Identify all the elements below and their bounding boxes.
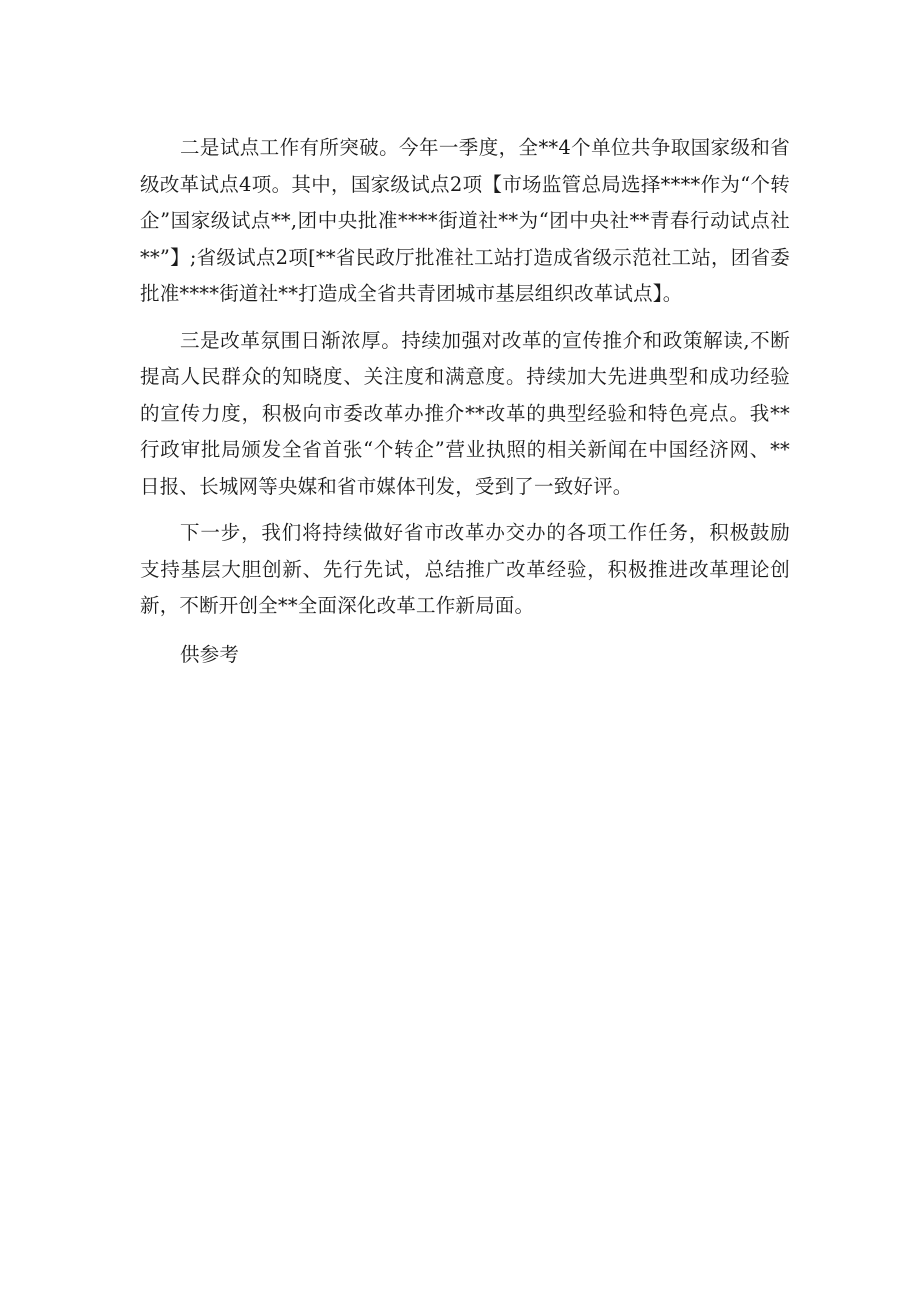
closing-note: 供参考 — [180, 642, 240, 666]
paragraph-reform-atmosphere: 三是改革氛围日渐浓厚。持续加强对改革的宣传推介和政策解读,不断提高人民群众的知晓度、关注度和满意度。持续加大先进典型和成功经验的宣传力度，积极向市委改革办推介**改革的典型经验和特色亮点。我**行政审批局颁发全省首张“个转企”营业执照的相关新闻在中国经济网、**日报、长城网等央媒和省市媒体刊发，受到了一致好评。 — [140, 328, 790, 498]
paragraph-next-steps: 下一步，我们将持续做好省市改革办交办的各项工作任务，积极鼓励支持基层大胆创新、先行先试，总结推广改革经验，积极推进改革理论创新，不断开创全**全面深化改革工作新局面。 — [140, 521, 790, 617]
document-body — [140, 130, 790, 683]
paragraph-pilot-breakthrough: 二是试点工作有所突破。今年一季度，全**4个单位共争取国家级和省级改革试点4项。其中，国家级试点2项【市场监管总局选择****作为“个转企”国家级试点**,团中央批准****街道社**为“团中央社**青春行动试点社**”】;省级试点2项[**省民政厅批准社工站打造成省级示范社工站，团省委批准****街道社**打造成全省共青团城市基层组织改革试点】。 — [140, 136, 790, 305]
